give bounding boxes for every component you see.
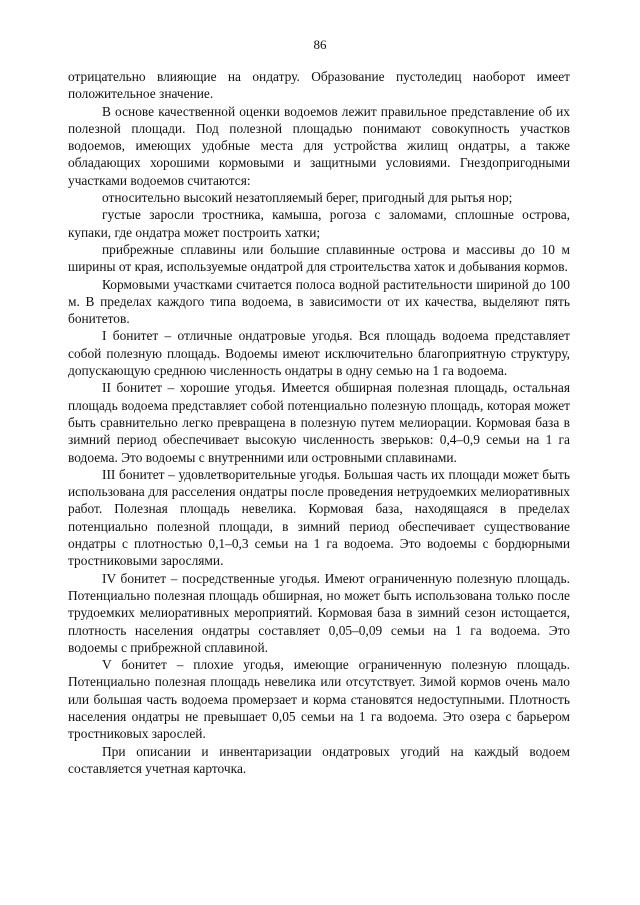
page-number: 86 [313, 37, 327, 52]
paragraph-useful-area: В основе качественной оценки водоемов лежит правильное представление об их полезной площади. Под полезной площадью понимают совокупность участков водоемов, имеющих удобные места для устройства жилищ ондатры, а также обладающих хорошими кормовыми и защитными условиями. Гнездопригодными участками водоемов считаются: [68, 103, 570, 188]
paragraph-bonitet-5: V бонитет – плохие угодья, имеющие ограниченную полезную площадь. Потенциально полезная площадь невелика или отсутствует. Зимой кормов очень мало или большая часть водоема промерзает и корма становятся недоступными. Плотность населения ондатры не превышает 0,05 семьи на 1 га водоема. Это озера с барьером тростниковых зарослей. [68, 657, 570, 742]
paragraph-record-card: При описании и инвентаризации ондатровых угодий на каждый водоем составляется учетная карточка. [68, 743, 570, 776]
paragraph-continuation: отрицательно влияющие на ондатру. Образование пустоледиц наоборот имеет положительное значение. [68, 69, 570, 102]
paragraph-criterion-bank: относительно высокий незатопляемый берег, пригодный для рытья нор; [102, 190, 513, 206]
paragraph-feeding-areas: Кормовыми участками считается полоса водной растительности шириной до 100 м. В пределах каждого типа водоема, в зависимости от их качества, выделяют пять бонитетов. [68, 276, 570, 327]
paragraph-bonitet-2: II бонитет – хорошие угодья. Имеется обширная полезная площадь, остальная площадь водоема представляет собой потенциально полезную площадь, которая может быть сравнительно легко превращена в полезную путем мелиорации. Кормовая база в зимний период обеспечивает высокую численность зверьков: 0,4–0,9 семьи на 1 га водоема. Это водоемы с внутренними или островными сплавинами. [68, 380, 570, 465]
paragraph-criterion-floating-mats: прибрежные сплавины или большие сплавинные острова и массивы до 10 м ширины от края, используемые ондатрой для строительства хаток и добывания кормов. [68, 241, 570, 275]
body-text [68, 68, 570, 777]
paragraph-criterion-reeds: густые заросли тростника, камыша, рогоза с заломами, сплошные острова, купаки, где ондатра может построить хатки; [68, 207, 570, 240]
paragraph-bonitet-3: III бонитет – удовлетворительные угодья. Большая часть их площади может быть использована для расселения ондатры после проведения нетрудоемких мелиоративных работ. Полезная площадь невелика. Кормовая база, находящаяся в пределах потенциально полезной площади, в зимний период обеспечивает существование ондатры с плотностью 0,1–0,3 семьи на 1 га водоема. Это водоемы с бордюрными тростниковыми зарослями. [68, 466, 570, 569]
paragraph-bonitet-1: I бонитет – отличные ондатровые угодья. Вся площадь водоема представляет собой полезную площадь. Водоемы имеют исключительно благоприятную структуру, допускающую среднюю численность ондатры в одну семью на 1 га водоема. [68, 328, 570, 379]
paragraph-bonitet-4: IV бонитет – посредственные угодья. Имеют ограниченную полезную площадь. Потенциально полезная площадь обширная, но может быть использована только после трудоемких мелиоративных мероприятий. Кормовая база в зимний сезон истощается, плотность населения ондатры составляет 0,05–0,09 семьи на 1 га водоема. Это водоемы с прибрежной сплавиной. [68, 570, 570, 655]
